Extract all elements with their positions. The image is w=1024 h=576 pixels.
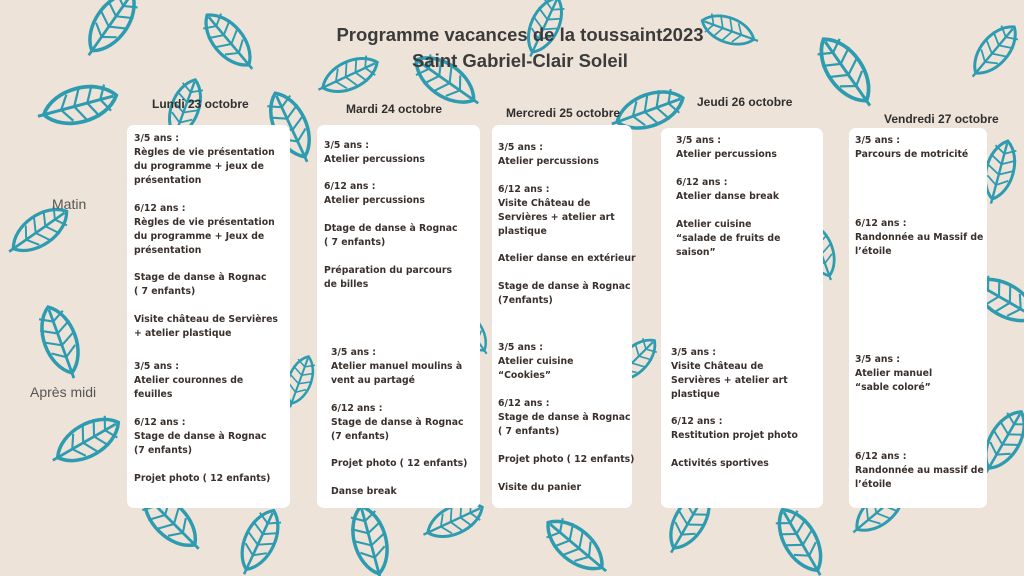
schedule-entry: 3/5 ans : Atelier percussions xyxy=(324,140,425,165)
schedule-entry: 6/12 ans : Atelier danse break xyxy=(676,177,780,202)
schedule-entry: 3/5 ans : Atelier percussions xyxy=(676,135,777,160)
schedule-entry: Préparation du parcours de billes xyxy=(324,265,453,290)
schedule-entry: 6/12 ans : Restitution projet photo xyxy=(671,416,798,441)
schedule-entry: 6/12 ans : Randonnée au Massif de l’étoile xyxy=(855,218,984,257)
schedule-entry: 6/12 ans : Règles de vie présentation du programme + Jeux de présentation xyxy=(134,203,275,256)
schedule-entry: 6/12 ans : Stage de danse à Rognac (7 enfants) xyxy=(331,403,464,442)
schedule-entry: Projet photo ( 12 enfants) xyxy=(498,454,635,465)
schedule-entry: 6/12 ans : Stage de danse à Rognac ( 7 enfants) xyxy=(498,398,631,437)
schedule-entry: 6/12 ans : Stage de danse à Rognac (7 enfants) xyxy=(134,417,267,456)
schedule-entry: Visite du panier xyxy=(498,482,582,493)
row-label-apres-midi: Après midi xyxy=(30,384,97,400)
schedule-entry: 3/5 ans : Atelier manuel “sable coloré” xyxy=(855,354,933,393)
title-line-1: Programme vacances de la toussaint2023 xyxy=(336,24,704,45)
schedule-entry: Dtage de danse à Rognac ( 7 enfants) xyxy=(324,223,458,248)
schedule-entry: 3/5 ans : Atelier percussions xyxy=(498,142,599,167)
schedule-entry: Danse break xyxy=(331,486,397,497)
schedule-entry: 3/5 ans : Atelier cuisine “Cookies” xyxy=(498,342,574,381)
day-header-mardi: Mardi 24 octobre xyxy=(346,102,443,116)
page-title xyxy=(260,22,780,74)
schedule-entry: Stage de danse à Rognac (7enfants) xyxy=(498,281,631,306)
day-header-lundi: Lundi 23 octobre xyxy=(152,97,249,111)
schedule-entry: Projet photo ( 12 enfants) xyxy=(331,458,468,469)
schedule-entry: 3/5 ans : Règles de vie présentation du programme + jeux de présentation xyxy=(134,133,275,186)
day-header-vendredi: Vendredi 27 octobre xyxy=(884,112,999,126)
schedule-entry: 3/5 ans : Visite Château de Servières + atelier art plastique xyxy=(671,347,788,400)
schedule-entry: 6/12 ans : Randonnée au massif de l’étoile xyxy=(855,451,984,490)
schedule-entry: 6/12 ans : Atelier percussions xyxy=(324,181,425,206)
schedule-entry: Activités sportives xyxy=(671,458,769,469)
schedule-entry: Atelier danse en extérieur xyxy=(498,253,636,264)
schedule-entry: 3/5 ans : Parcours de motricité xyxy=(855,135,969,160)
schedule-entry: 6/12 ans : Visite Château de Servières + atelier art plastique xyxy=(498,184,615,237)
schedule-entry: Atelier cuisine “salade de fruits de saison” xyxy=(676,219,781,258)
schedule-entry: Projet photo ( 12 enfants) xyxy=(134,473,271,484)
title-line-2: Saint Gabriel-Clair Soleil xyxy=(412,50,628,71)
schedule-entry: 3/5 ans : Atelier manuel moulins à vent au partagé xyxy=(331,347,463,386)
day-header-mercredi: Mercredi 25 octobre xyxy=(506,106,621,120)
day-header-jeudi: Jeudi 26 octobre xyxy=(697,95,793,109)
schedule-entry: Stage de danse à Rognac ( 7 enfants) xyxy=(134,272,267,297)
schedule-entry: Visite château de Servières + atelier plastique xyxy=(134,314,278,339)
row-label-matin: Matin xyxy=(52,196,87,212)
schedule-entry: 3/5 ans : Atelier couronnes de feuilles xyxy=(134,361,244,400)
